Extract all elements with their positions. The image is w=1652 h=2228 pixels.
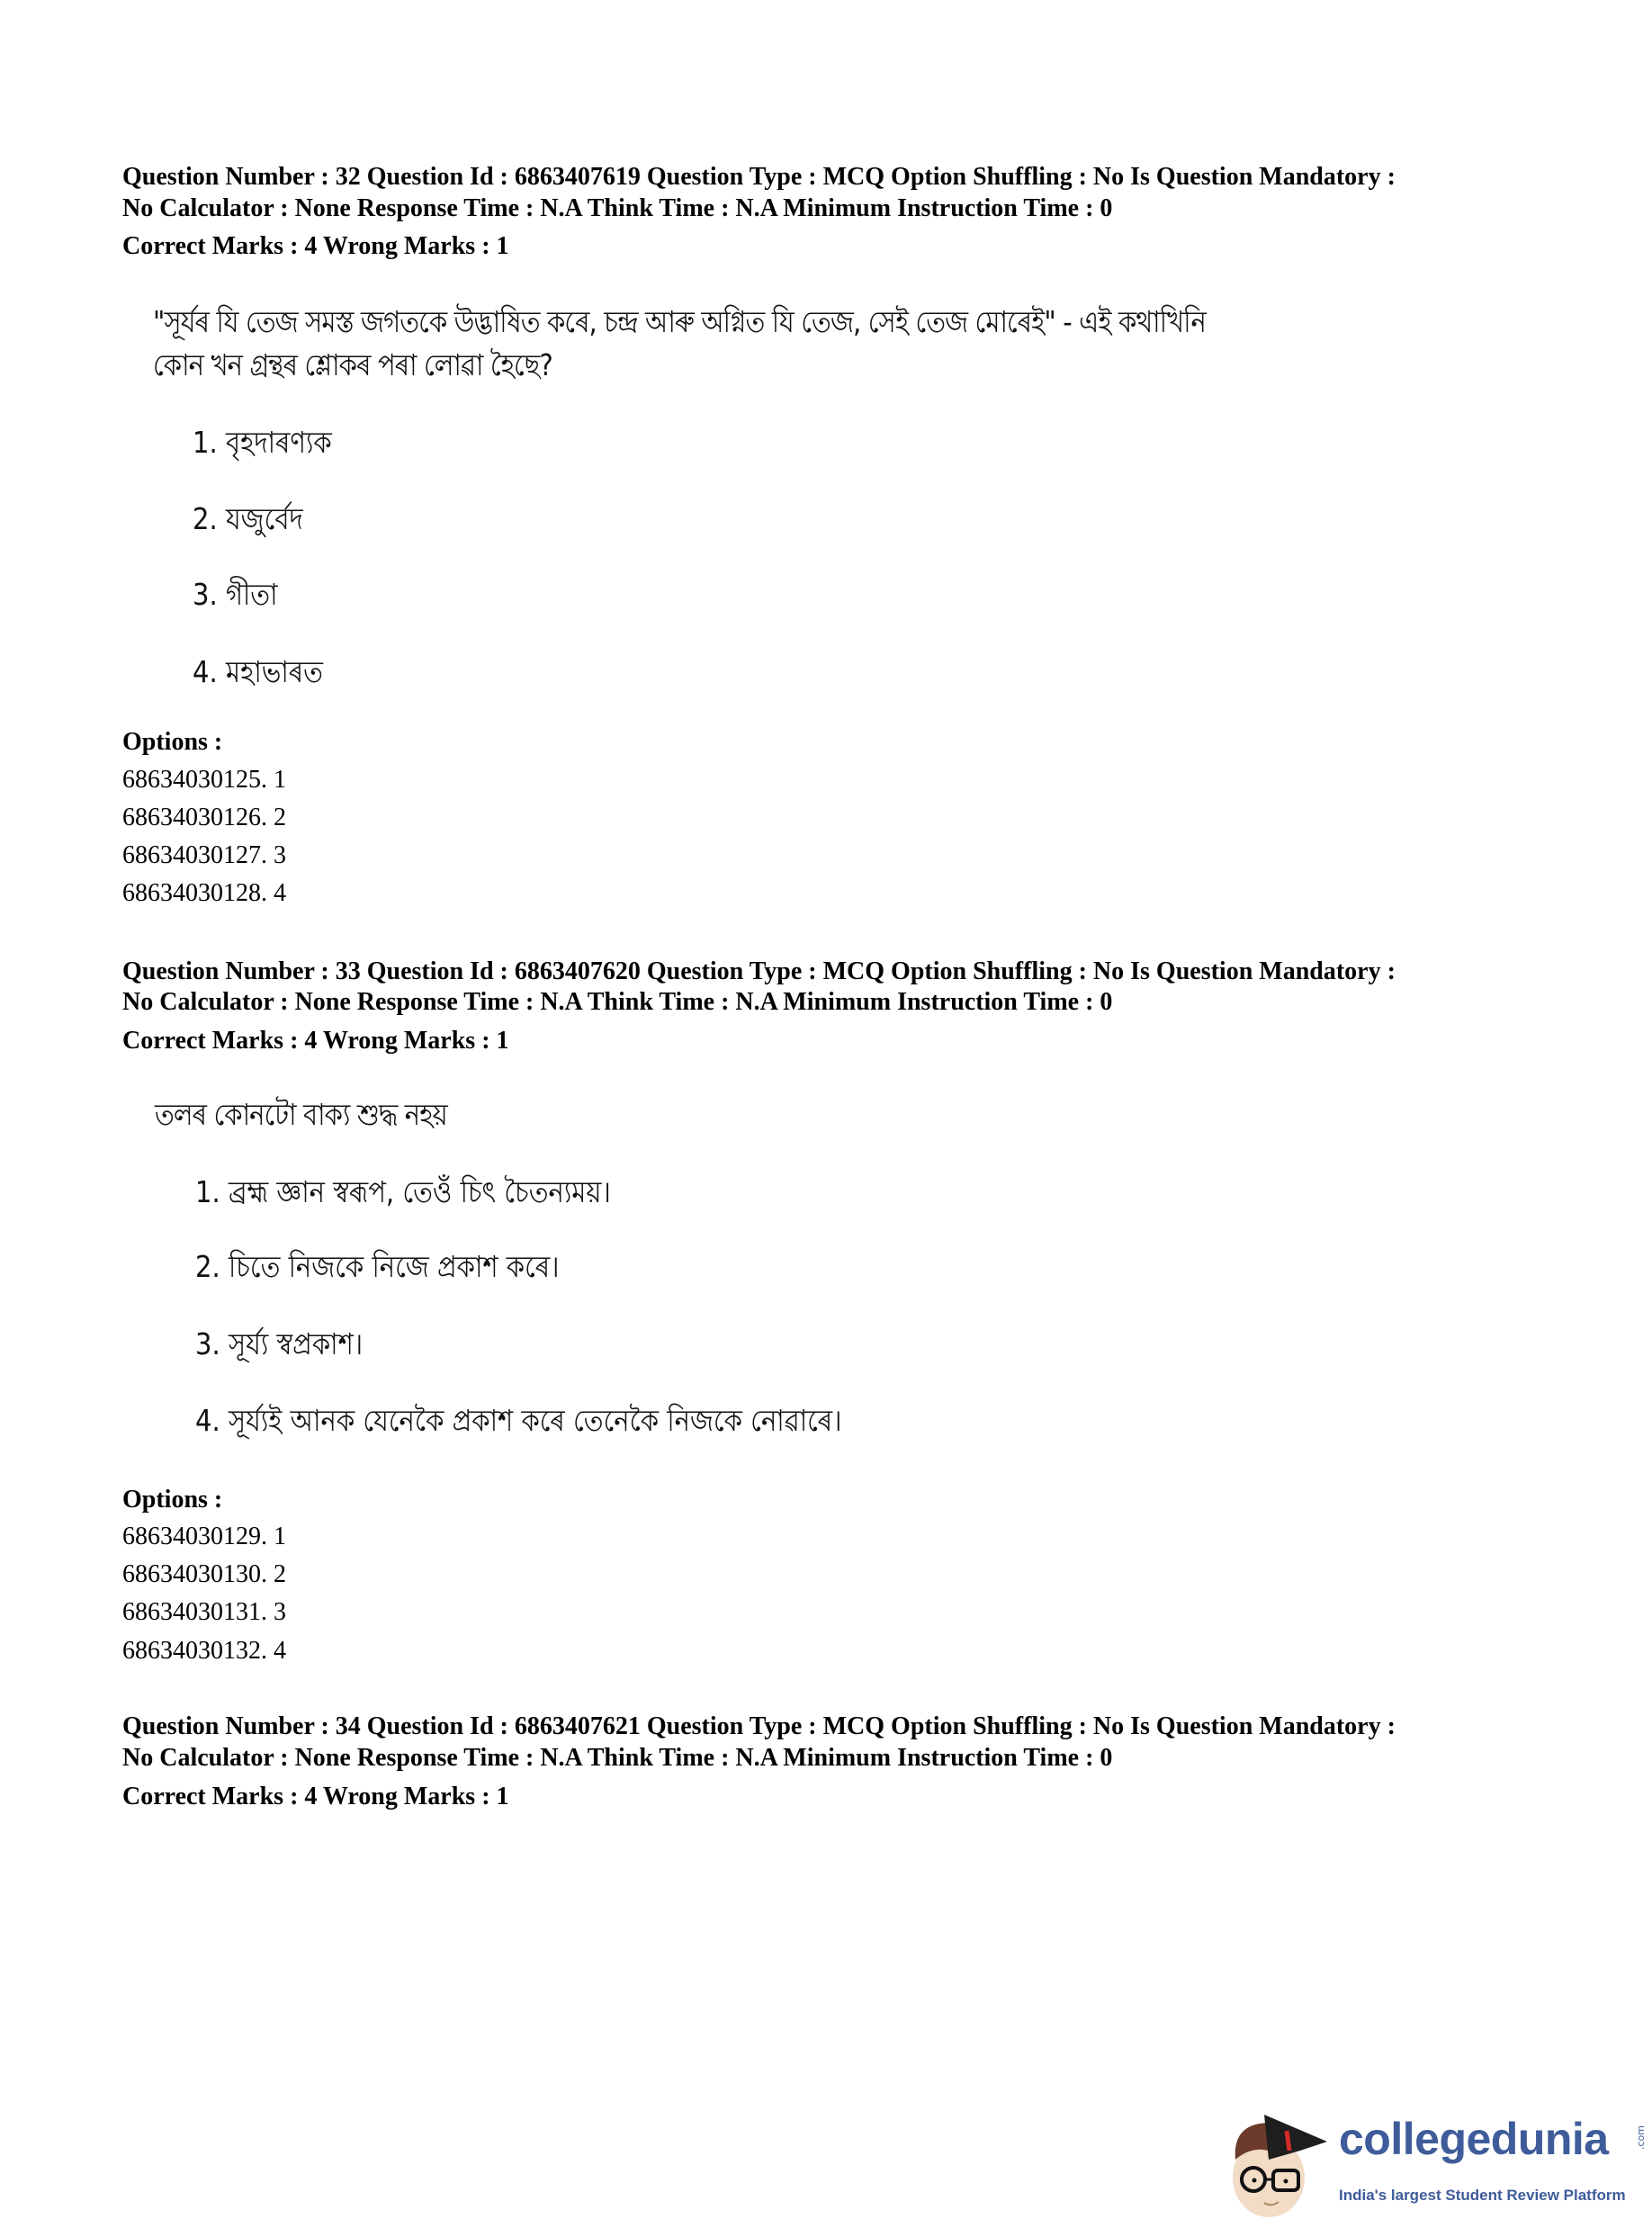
question-32-header-line2: No Calculator : None Response Time : N.A Think Time : N.A Minimum Instruction Time : 0	[122, 194, 1113, 222]
question-33-text: তলৰ কোনটো বাক্য শুদ্ধ নহয়	[155, 1097, 447, 1132]
question-32-options-label: Options :	[122, 728, 223, 756]
question-33-choice-3: 3. সূৰ্য্য স্বপ্ৰকাশ।	[195, 1326, 364, 1361]
question-34-header-line2: No Calculator : None Response Time : N.A Think Time : N.A Minimum Instruction Time : 0	[122, 1744, 1113, 1772]
question-32-text-line2: কোন খন গ্ৰন্থৰ শ্লোকৰ পৰা লোৱা হৈছে?	[153, 347, 552, 382]
question-33-marks: Correct Marks : 4 Wrong Marks : 1	[122, 1027, 509, 1055]
question-32-option-id-2: 68634030126. 2	[122, 804, 286, 831]
question-33-option-id-2: 68634030130. 2	[122, 1560, 286, 1588]
mascot-icon	[1215, 2106, 1341, 2223]
question-33-option-id-3: 68634030131. 3	[122, 1598, 286, 1626]
question-32-text-line1: "সূৰ্যৰ যি তেজ সমস্ত জগতকে উদ্ভাষিত কৰে, চন্দ্ৰ আৰু অগ্নিত যি তেজ, সেই তেজ মোৰেই" - এই কথাখিনি	[153, 304, 1206, 339]
question-32-choice-1: 1. বৃহদাৰণ্যক	[193, 425, 332, 460]
collegedunia-logo	[1206, 2106, 1652, 2223]
question-32-choice-3: 3. গীতা	[193, 577, 278, 612]
question-32-choice-4: 4. মহাভাৰত	[193, 654, 323, 689]
question-33-choice-4: 4. সূৰ্য্যই আনক যেনেকৈ প্ৰকাশ কৰে তেনেকৈ নিজকে নোৱাৰে।	[195, 1403, 842, 1438]
question-32-option-id-4: 68634030128. 4	[122, 879, 286, 907]
question-33-options-label: Options :	[122, 1486, 223, 1514]
question-34-marks: Correct Marks : 4 Wrong Marks : 1	[122, 1783, 509, 1810]
question-34-header-line1: Question Number : 34 Question Id : 6863407621 Question Type : MCQ Option Shuffling : No Is Question Mandatory :	[122, 1712, 1396, 1740]
logo-suffix: .com	[1635, 2125, 1647, 2150]
question-32-option-id-1: 68634030125. 1	[122, 766, 286, 794]
question-32-option-id-3: 68634030127. 3	[122, 841, 286, 869]
question-33-header-line1: Question Number : 33 Question Id : 6863407620 Question Type : MCQ Option Shuffling : No Is Question Mandatory :	[122, 957, 1396, 985]
question-33-option-id-1: 68634030129. 1	[122, 1523, 286, 1550]
question-32-marks: Correct Marks : 4 Wrong Marks : 1	[122, 232, 509, 260]
question-33-option-id-4: 68634030132. 4	[122, 1637, 286, 1665]
logo-brand: collegedunia	[1339, 2114, 1609, 2164]
question-32-header-line1: Question Number : 32 Question Id : 6863407619 Question Type : MCQ Option Shuffling : No Is Question Mandatory :	[122, 163, 1396, 191]
logo-tagline: India's largest Student Review Platform	[1339, 2187, 1626, 2204]
question-33-choice-1: 1. ব্ৰহ্ম জ্ঞান স্বৰূপ, তেওঁ চিৎ চৈতন্যময়।	[195, 1174, 611, 1209]
question-32-choice-2: 2. যজুৰ্বেদ	[193, 501, 303, 536]
question-33-header-line2: No Calculator : None Response Time : N.A Think Time : N.A Minimum Instruction Time : 0	[122, 988, 1113, 1016]
question-33-choice-2: 2. চিতে নিজকে নিজে প্ৰকাশ কৰে।	[195, 1249, 560, 1284]
